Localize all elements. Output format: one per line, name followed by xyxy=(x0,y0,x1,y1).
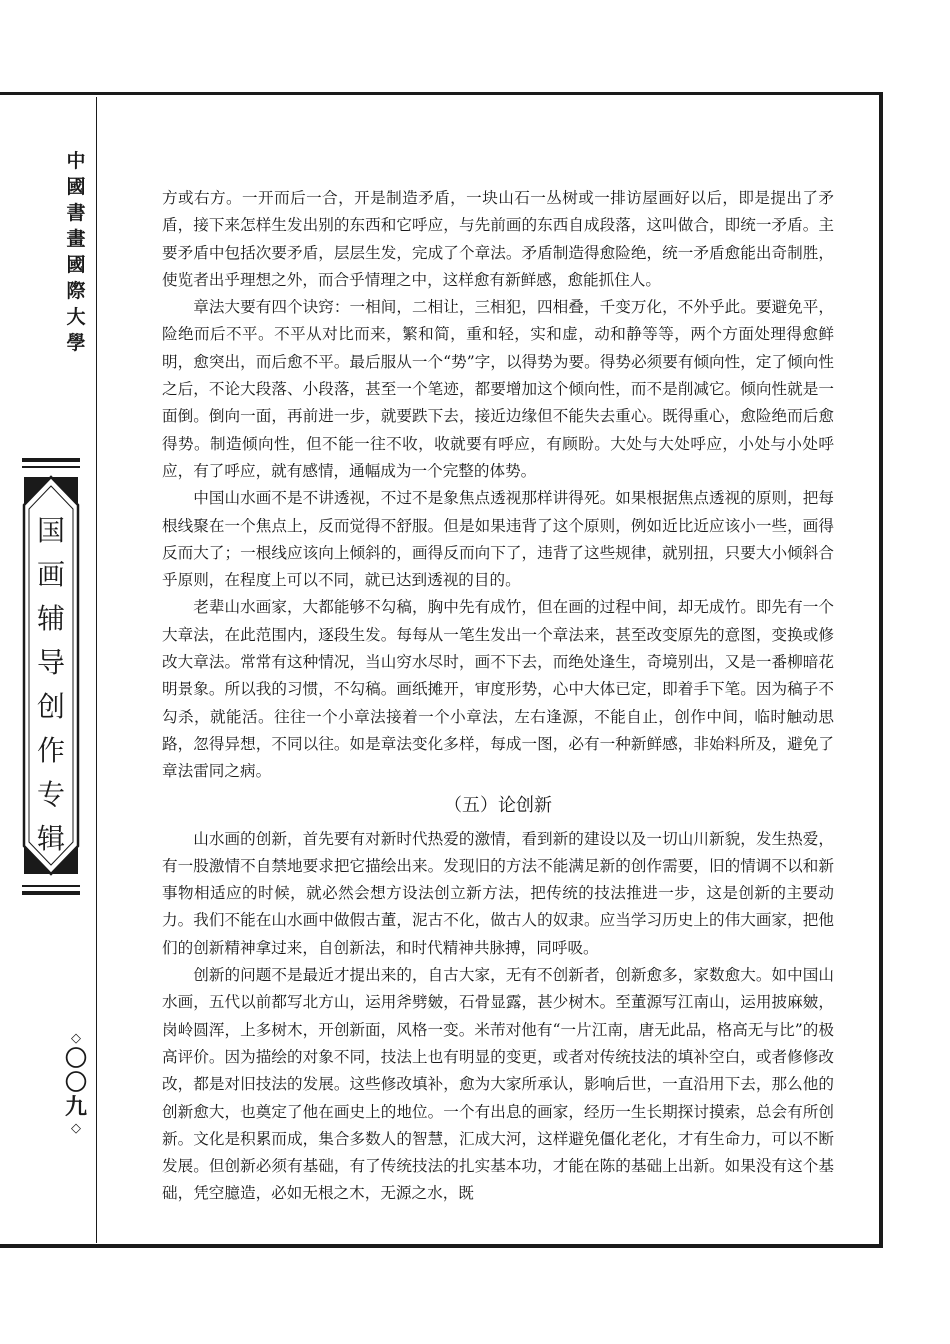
series-title-char: 国 xyxy=(36,514,65,547)
banner-top-thin-bar xyxy=(22,466,80,468)
diamond-icon: ◇ xyxy=(71,1031,81,1046)
paragraph: 老辈山水画家，大都能够不勾稿，胸中先有成竹，但在画的过程中间，却无成竹。即先有一个大章法，在此范围内，逐段生发。每每从一笔生发出一个章法来，甚至改变原先的意图，变换或修改大章法。常常有这种情况，当山穷水尽时，画不下去，而绝处逢生，奇境别出，又是一番柳暗花明景象。所以我的习惯，不勾稿。画纸摊开，审度形势，心中大体已定，即着手下笔。因为稿子不勾杀，就能活。往往一个小章法接着一个小章法，左右逢源，不能自止，创作中间，临时触动思路，忽得异想，不同以往。如是章法变化多样，每成一图，必有一种新鲜感，非始料所及，避免了章法雷同之病。 xyxy=(162,598,834,781)
page-number-char: 〇 xyxy=(64,1047,87,1072)
page-number-char: 九 xyxy=(64,1095,87,1120)
college-char: 際 xyxy=(66,280,86,302)
page-number-char: 〇 xyxy=(64,1071,87,1096)
series-title-char: 专 xyxy=(36,778,65,811)
college-char: 國 xyxy=(66,254,86,276)
paragraph: 章法大要有四个诀窍：一相间，二相让，三相犯，四相叠，千变万化，不外乎此。要避免平，险绝而后不平。不平从对比而来，繁和简，重和轻，实和虚，动和静等等，两个方面处理得愈鲜明，愈突出，而后愈不平。最后服从一个“势”字，以得势为要。得势必须要有倾向性，定了倾向性之后，不论大段落、小段落，甚至一个笔迹，都要增加这个倾向性，而不是削减它。倾向性就是一面倒。倒向一面，再前进一步，就要跌下去，接近边缘但不能失去重心。既得重心，愈险绝而后愈得势。制造倾向性，但不能一往不收，收就要有呼应，有顾盼。大处与大处呼应，小处与小处呼应，有了呼应，就有感情，通幅成为一个完整的体势。 xyxy=(162,298,834,480)
college-char: 書 xyxy=(66,202,86,224)
series-title-char: 辅 xyxy=(36,602,65,635)
college-char: 學 xyxy=(66,332,86,354)
college-char: 大 xyxy=(66,306,86,328)
series-title-char: 创 xyxy=(36,690,65,723)
paragraph: 中国山水画不是不讲透视，不过不是象焦点透视那样讲得死。如果根据焦点透视的原则，把每根线聚在一个焦点上，反而觉得不舒服。但是如果违背了这个原则，例如近比近应该小一些，画得反而大了；一根线应该向上倾斜的，画得反而向下了，违背了这些规律，就别扭，只要大小倾斜合乎原则，在程度上可以不同，就已达到透视的目的。 xyxy=(162,489,834,590)
paragraph: 创新的问题不是最近才提出来的，自古大家，无有不创新者，创新愈多，家数愈大。如中国山水画，五代以前都写北方山，运用斧劈皴，石骨显露，甚少树木。至董源写江南山，运用披麻皴，岗岭圆浑，上多树木，开创新面，风格一变。米芾对他有“一片江南，唐无此品，格高无与比”的极高评价。因为描绘的对象不同，技法上也有明显的变更，或者对传统技法的填补空白，或者修修改改，都是对旧技法的发展。这些修改填补，愈为大家所承认，影响后世，一直沿用下去，那么他的创新愈大，也奠定了他在画史上的地位。一个有出息的画家，经历一生长期探讨摸索，总会有所创新。文化是积累而成，集合多数人的智慧，汇成大河，这样避免僵化老化，才有生命力，可以不断发展。但创新必须有基础，有了传统技法的扎实基本功，才能在陈的基础上出新。如果没有这个基础，凭空臆造，必如无根之木，无源之水，既 xyxy=(162,966,834,1203)
section-heading: （五）论创新 xyxy=(444,794,552,816)
series-title-char: 导 xyxy=(36,646,65,679)
college-name-vertical xyxy=(62,148,90,356)
paragraph: 山水画的创新，首先要有对新时代热爱的激情，看到新的建设以及一切山川新貌，发生热爱，有一股激情不自禁地要求把它描绘出来。发现旧的方法不能满足新的创作需要，旧的情调不以和新事物相适应的时候，就必然会想方设法创立新方法，把传统的技法推进一步，这是创新的主要动力。我们不能在山水画中做假古董，泥古不化，做古人的奴隶。应当学习历史上的伟大画家，把他们的创新精神拿过来，自创新法，和时代精神共脉搏，同呼吸。 xyxy=(162,829,834,957)
paragraph: 方或右方。一开而后一合，开是制造矛盾，一块山石一丛树或一排访屋画好以后，即是提出了矛盾，接下来怎样生发出别的东西和它呼应，与先前画的东西自成段落，这叫做合，即统一矛盾。主要矛盾中包括次要矛盾，层层生发，完成了个章法。矛盾制造得愈险绝，统一矛盾愈能出奇制胜，使览者出乎理想之外，而合乎情理之中，这样愈有新鲜感，愈能抓住人。 xyxy=(162,189,834,289)
banner-bottom-bar xyxy=(22,891,80,895)
series-title-banner xyxy=(22,473,80,878)
banner-bottom-thin-bar xyxy=(22,885,80,887)
college-char: 國 xyxy=(66,176,86,198)
body-text xyxy=(162,185,834,1208)
page-number-vertical xyxy=(62,1030,90,1138)
college-char: 畫 xyxy=(66,228,86,250)
series-title-char: 画 xyxy=(36,558,65,591)
side-divider-line xyxy=(96,97,97,1243)
banner-top-bar xyxy=(22,458,80,462)
series-title-vertical xyxy=(22,509,80,861)
college-char: 中 xyxy=(66,150,86,172)
diamond-icon: ◇ xyxy=(71,1121,81,1136)
series-title-char: 作 xyxy=(36,734,65,767)
series-title-char: 辑 xyxy=(36,822,65,855)
